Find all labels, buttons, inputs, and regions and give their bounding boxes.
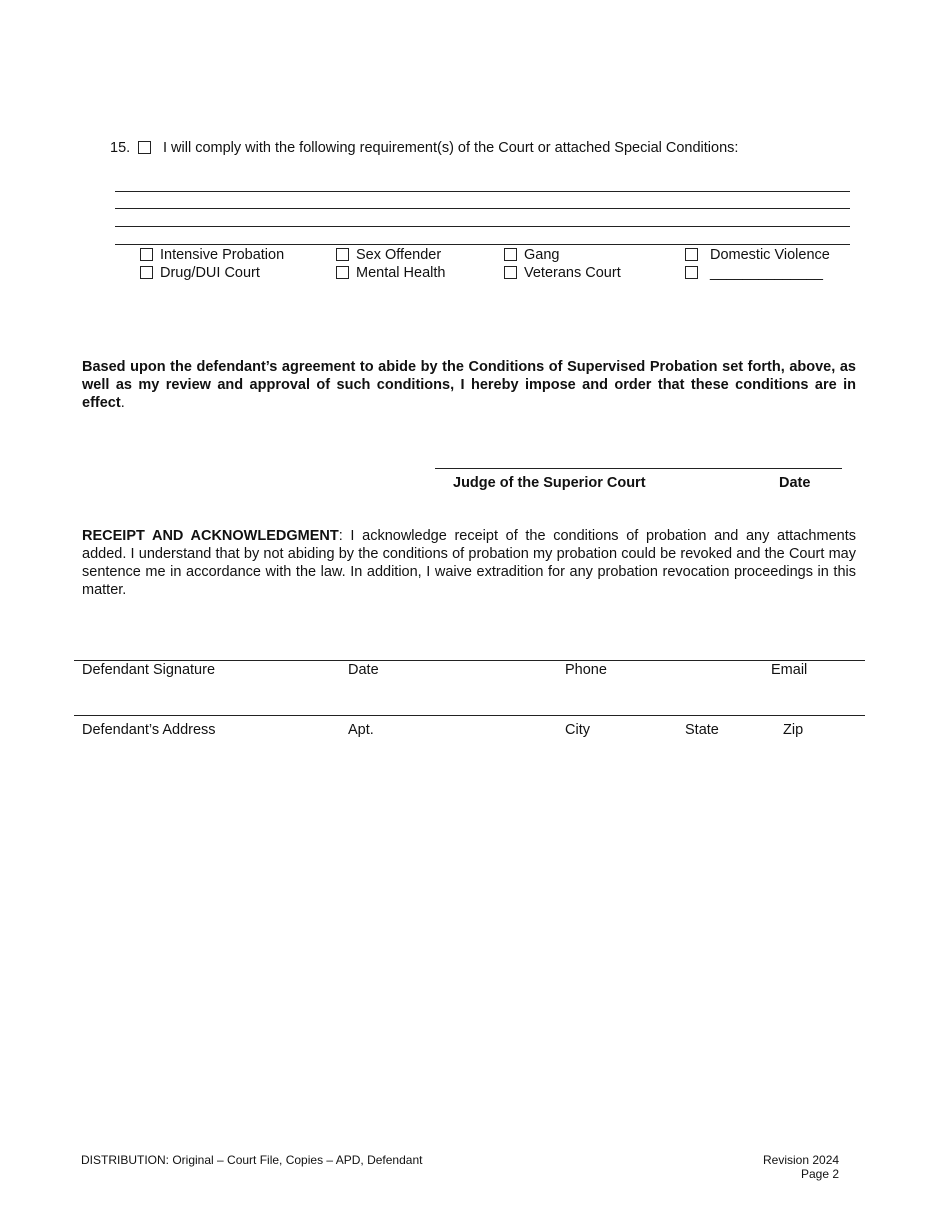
domestic-violence-checkbox[interactable] [685,248,698,261]
drug-dui-court-checkbox[interactable] [140,266,153,279]
order-bold-text: Based upon the defendant’s agreement to abide by the Conditions of Supervised Probation set forth, above, as well as my review and approval of such conditions, I hereby impose and order that these conditions are in effect [82,359,856,411]
revision-label: Revision 2024 [763,1153,840,1167]
signature-date-label: Date [348,662,379,678]
requirement-line-1[interactable] [115,191,850,192]
phone-label: Phone [565,662,607,678]
order-period: . [120,395,125,411]
item15-text: I will comply with the following requirement(s) of the Court or attached Special Conditions: [163,140,739,156]
requirement-line-2[interactable] [115,208,850,209]
mental-health-checkbox[interactable] [336,266,349,279]
distribution-note: DISTRIBUTION: Original – Court File, Copies – APD, Defendant [81,1153,423,1167]
requirement-line-3[interactable] [115,226,850,227]
receipt-text: : I acknowledge receipt of the conditions of probation and any attachments added. I understand that by not abiding by the conditions of probation my probation could be revoked and the Court may sentence me in accordance with the law. In addition, I waive extradition for any probation revocation proceedings in this matter. [82,528,856,598]
apt-label: Apt. [348,722,374,738]
intensive-probation-label: Intensive Probation [160,247,285,263]
sex-offender-checkbox[interactable] [336,248,349,261]
sex-offender-label: Sex Offender [356,247,442,263]
domestic-violence-label: Domestic Violence [710,247,830,263]
page-number: Page 2 [801,1167,840,1181]
intensive-probation-checkbox[interactable] [140,248,153,261]
item-number: 15. [110,140,131,156]
order-paragraph [82,358,856,412]
mental-health-label: Mental Health [356,265,446,281]
judge-date-label: Date [779,475,811,491]
judge-label: Judge of the Superior Court [453,475,646,491]
item15-checkbox[interactable] [138,141,151,154]
city-label: City [565,722,590,738]
requirement-line-4[interactable] [115,244,850,245]
other-program-checkbox[interactable] [685,266,698,279]
state-label: State [685,722,719,738]
gang-checkbox[interactable] [504,248,517,261]
judge-signature-line[interactable] [435,468,842,469]
other-program-blank[interactable]: ______________ [710,265,823,281]
receipt-heading: RECEIPT AND ACKNOWLEDGMENT [82,528,339,544]
zip-label: Zip [783,722,804,738]
receipt-paragraph [82,527,856,599]
gang-label: Gang [524,247,560,263]
veterans-court-checkbox[interactable] [504,266,517,279]
defendant-signature-label: Defendant Signature [82,662,216,678]
drug-dui-court-label: Drug/DUI Court [160,265,260,281]
email-label: Email [771,662,808,678]
address-label: Defendant’s Address [82,722,216,738]
veterans-court-label: Veterans Court [524,265,621,281]
defendant-address-line[interactable] [74,715,865,716]
